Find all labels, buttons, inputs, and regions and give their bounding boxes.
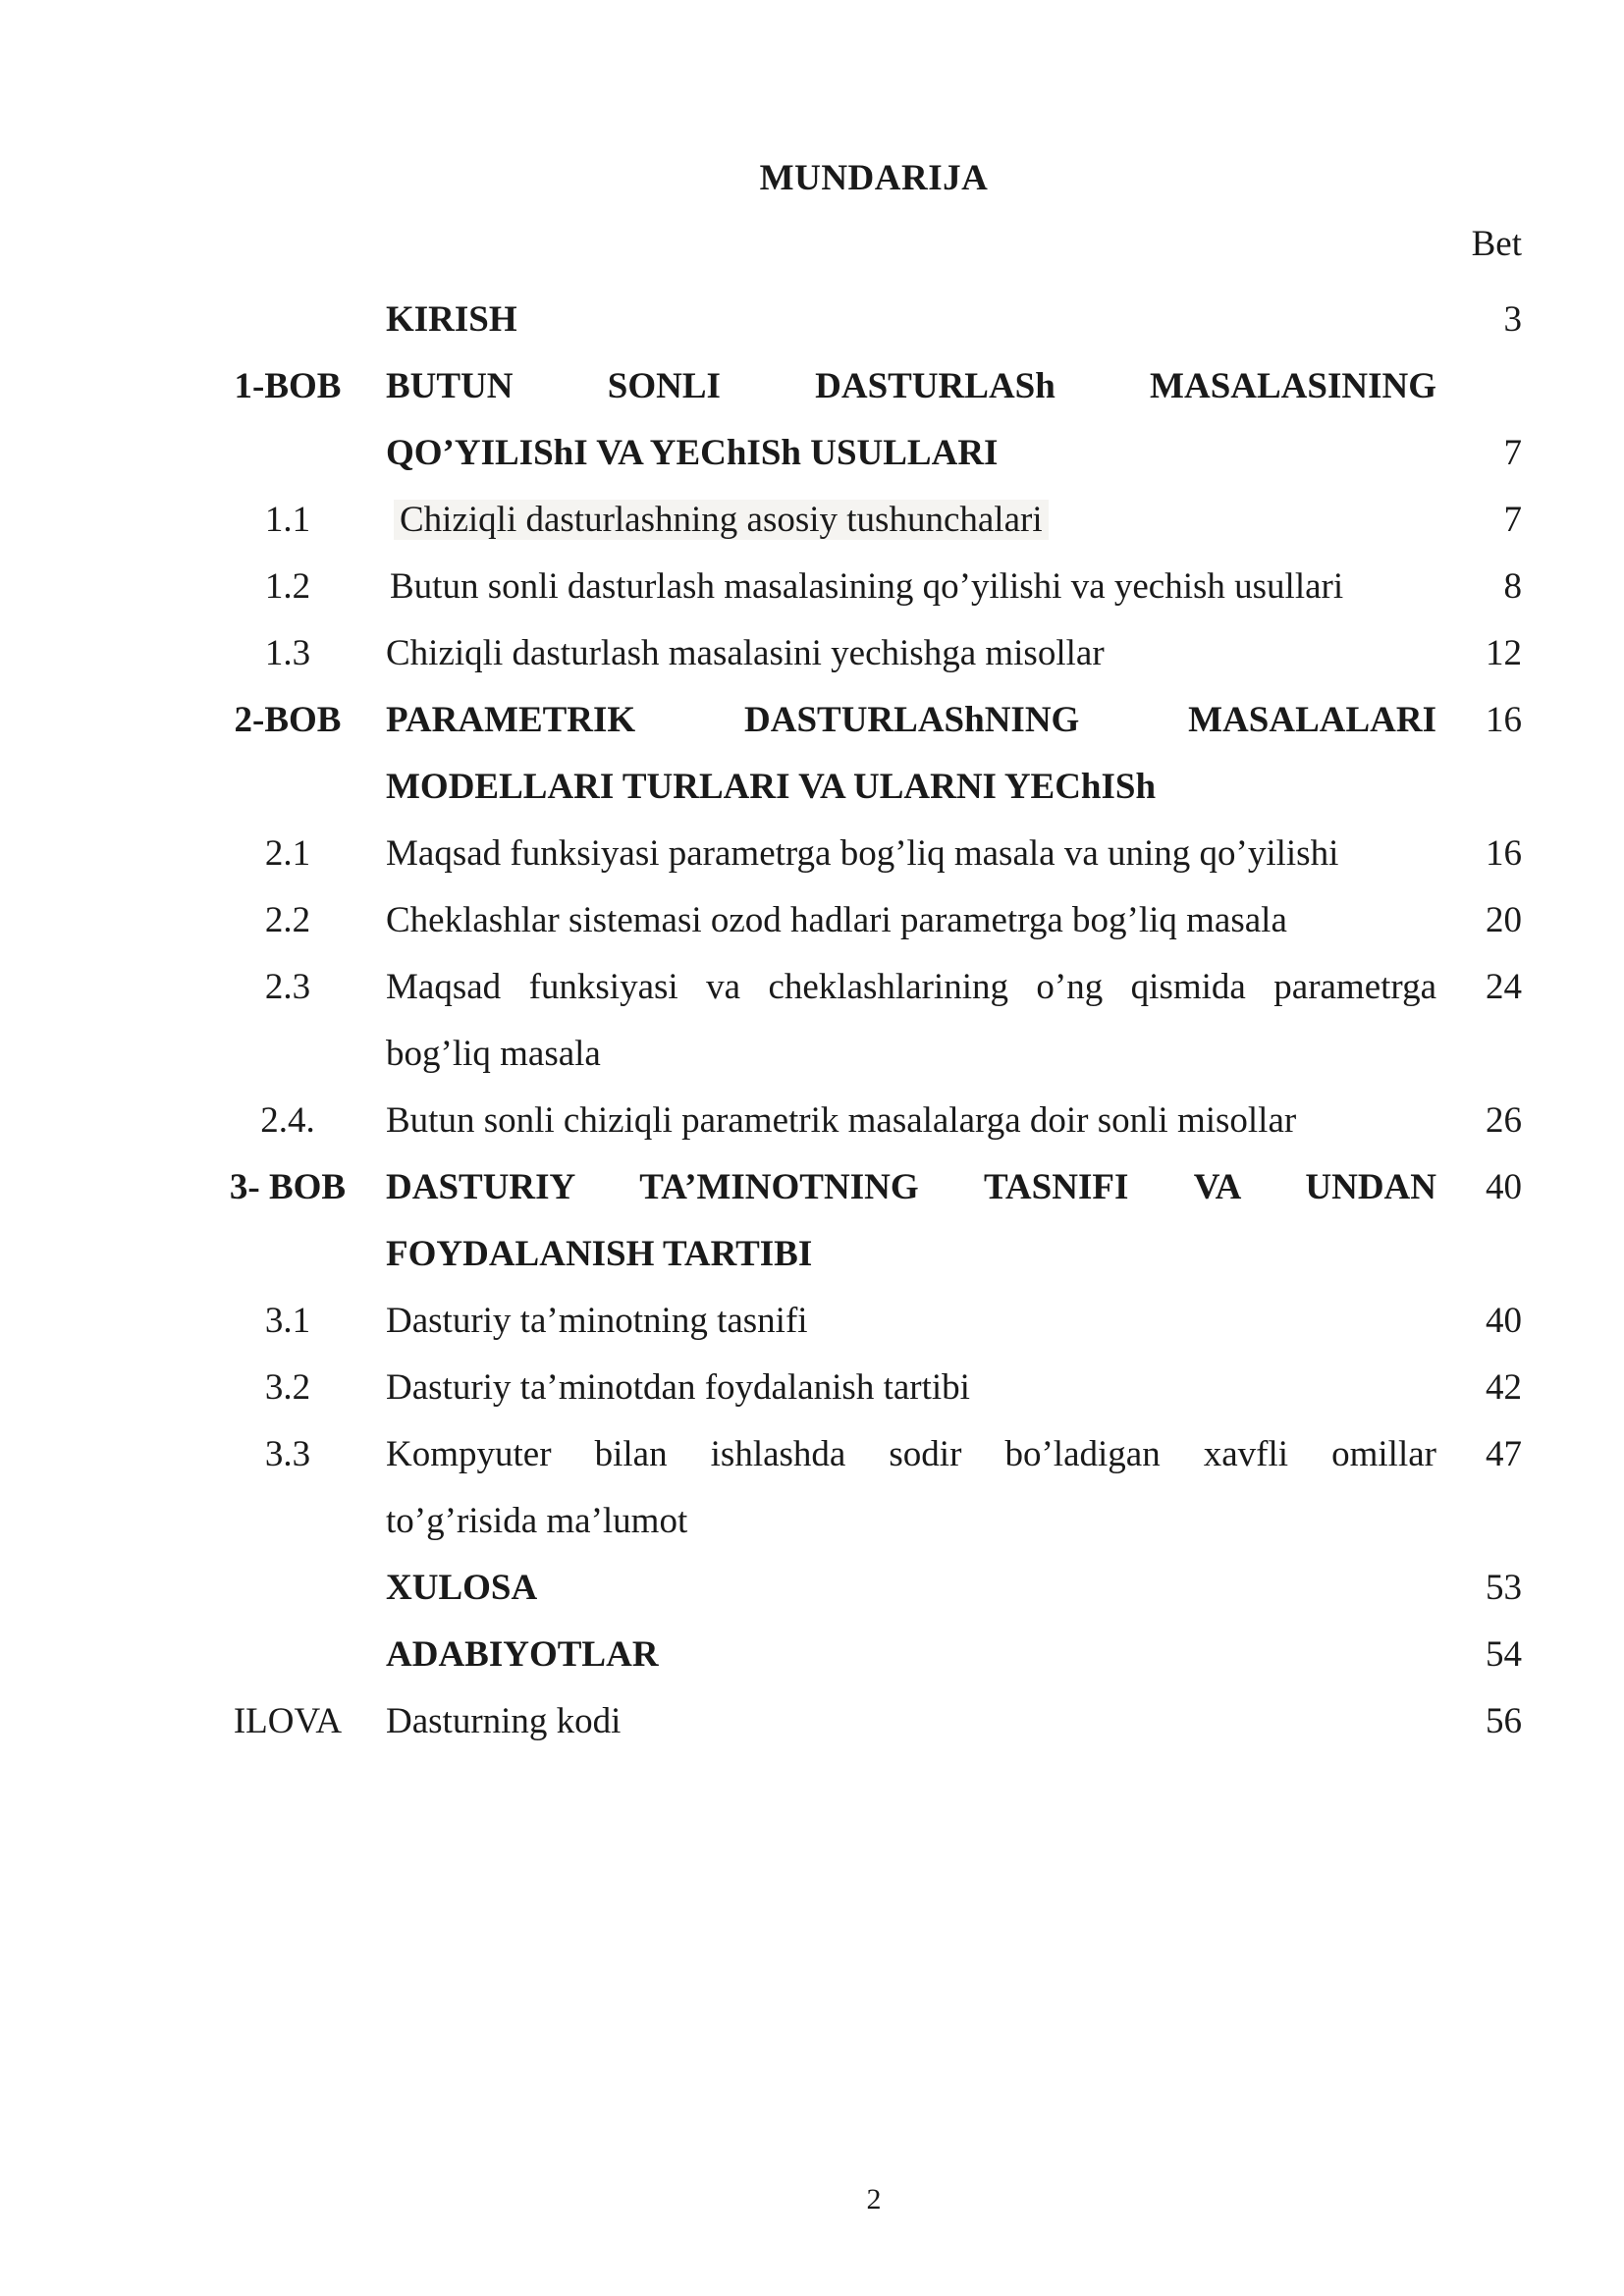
- page-column-header: Bet: [1471, 224, 1522, 264]
- toc-entry-number: 2.4.: [260, 1100, 315, 1141]
- toc-entry-number: 2.1: [264, 833, 311, 874]
- toc-entry-number: [196, 1622, 379, 1688]
- toc-entry-page: 12: [1486, 633, 1522, 673]
- toc-entry-chapter-1[interactable]: [0, 353, 1624, 487]
- toc-entry-title: [386, 687, 1436, 821]
- toc-entry-2-4[interactable]: [0, 1088, 1624, 1154]
- toc-entry-number: 3.1: [264, 1301, 311, 1341]
- table-of-contents: [0, 287, 1624, 1755]
- toc-entry-number: 1.1: [264, 500, 311, 540]
- toc-entry-number: 1.2: [264, 566, 311, 607]
- toc-entry-title-line1: Kompyuter bilan ishlashda sodir bo’ladigan xavfli omillar: [386, 1434, 1436, 1474]
- toc-entry-adabiyotlar[interactable]: [0, 1622, 1624, 1688]
- toc-entry-page: 3: [1503, 299, 1522, 340]
- toc-entry-number: [196, 1555, 379, 1622]
- toc-entry-3-1[interactable]: [0, 1288, 1624, 1355]
- toc-entry-title: Dasturning kodi: [386, 1701, 622, 1741]
- toc-entry-title: Dasturiy ta’minotdan foydalanish tartibi: [386, 1367, 970, 1408]
- page-number: 2: [866, 2183, 882, 2216]
- toc-entry-page: 56: [1486, 1701, 1522, 1741]
- toc-entry-title-line2: QO’YILIShI VA YEChISh USULLARI: [386, 433, 999, 473]
- toc-entry-title-line2: MODELLARI TURLARI VA ULARNI YEChISh: [386, 767, 1157, 807]
- toc-entry-kirish[interactable]: [0, 287, 1624, 353]
- toc-entry-title: KIRISH: [386, 299, 517, 340]
- toc-entry-page: 54: [1486, 1634, 1522, 1675]
- toc-entry-page: 53: [1486, 1568, 1522, 1608]
- toc-entry-title-line2: to’g’risida ma’lumot: [386, 1501, 688, 1541]
- toc-entry-title: Butun sonli chiziqli parametrik masalalarga doir sonli misollar: [386, 1100, 1297, 1141]
- toc-entry-title-line1: BUTUN SONLI DASTURLASh MASALASINING: [386, 366, 1436, 406]
- toc-entry-title: [386, 487, 1436, 554]
- toc-entry-page: 16: [1486, 833, 1522, 874]
- toc-entry-number: 3- BOB: [229, 1167, 347, 1207]
- toc-entry-number: 2.2: [264, 900, 311, 940]
- toc-entry-page: 8: [1503, 566, 1522, 607]
- toc-entry-3-2[interactable]: [0, 1355, 1624, 1421]
- toc-entry-2-1[interactable]: [0, 821, 1624, 887]
- toc-entry-title: XULOSA: [386, 1568, 538, 1608]
- toc-entry-1-2[interactable]: [0, 554, 1624, 620]
- toc-entry-title: [386, 1421, 1436, 1555]
- toc-entry-number: [196, 287, 379, 353]
- toc-entry-title-line1: DASTURIY TA’MINOTNING TASNIFI VA UNDAN: [386, 1167, 1436, 1207]
- toc-entry-page: 16: [1486, 700, 1522, 740]
- toc-entry-title-line1: PARAMETRIK DASTURLAShNING MASALALARI: [386, 700, 1436, 740]
- toc-entry-page: 7: [1503, 433, 1522, 473]
- toc-entry-ilova[interactable]: [0, 1688, 1624, 1755]
- toc-entry-2-2[interactable]: [0, 887, 1624, 954]
- toc-entry-number: 2-BOB: [234, 700, 342, 740]
- toc-entry-title: Maqsad funksiyasi parametrga bog’liq masala va uning qo’yilishi: [386, 833, 1339, 874]
- toc-entry-title: Dasturiy ta’minotning tasnifi: [386, 1301, 808, 1341]
- toc-entry-2-3[interactable]: [0, 954, 1624, 1088]
- toc-entry-page: 42: [1486, 1367, 1522, 1408]
- toc-entry-page: 24: [1486, 967, 1522, 1007]
- toc-entry-title: [386, 353, 1436, 487]
- toc-entry-title: ADABIYOTLAR: [386, 1634, 659, 1675]
- toc-entry-title-line1: Maqsad funksiyasi va cheklashlarining o’ng qismida parametrga: [386, 967, 1436, 1007]
- toc-entry-title: [386, 1154, 1436, 1288]
- toc-entry-number: 3.3: [264, 1434, 311, 1474]
- toc-entry-title-line2: FOYDALANISH TARTIBI: [386, 1234, 813, 1274]
- page-title: MUNDARIJA: [759, 158, 989, 198]
- toc-entry-title: Cheklashlar sistemasi ozod hadlari parametrga bog’liq masala: [386, 900, 1287, 940]
- toc-entry-title-text: Chiziqli dasturlashning asosiy tushunchalari: [394, 500, 1049, 540]
- toc-entry-1-3[interactable]: [0, 620, 1624, 687]
- toc-entry-page: 47: [1486, 1434, 1522, 1474]
- toc-entry-title: Butun sonli dasturlash masalasining qo’yilishi va yechish usullari: [390, 566, 1344, 607]
- toc-entry-page: 7: [1503, 500, 1522, 540]
- toc-entry-chapter-2[interactable]: [0, 687, 1624, 821]
- toc-entry-1-1[interactable]: [0, 487, 1624, 554]
- toc-entry-page: 26: [1486, 1100, 1522, 1141]
- toc-entry-number: 1.3: [264, 633, 311, 673]
- toc-entry-title: [386, 954, 1436, 1088]
- toc-entry-xulosa[interactable]: [0, 1555, 1624, 1622]
- toc-entry-title: Chiziqli dasturlash masalasini yechishga misollar: [386, 633, 1105, 673]
- toc-entry-page: 40: [1486, 1301, 1522, 1341]
- toc-entry-3-3[interactable]: [0, 1421, 1624, 1555]
- toc-entry-number: ILOVA: [233, 1701, 343, 1741]
- toc-entry-title-line2: bog’liq masala: [386, 1034, 601, 1074]
- toc-entry-page: 40: [1486, 1167, 1522, 1207]
- toc-entry-number: 2.3: [264, 967, 311, 1007]
- toc-entry-number: 1-BOB: [234, 366, 342, 406]
- toc-entry-number: 3.2: [264, 1367, 311, 1408]
- toc-entry-chapter-3[interactable]: [0, 1154, 1624, 1288]
- toc-entry-page: 20: [1486, 900, 1522, 940]
